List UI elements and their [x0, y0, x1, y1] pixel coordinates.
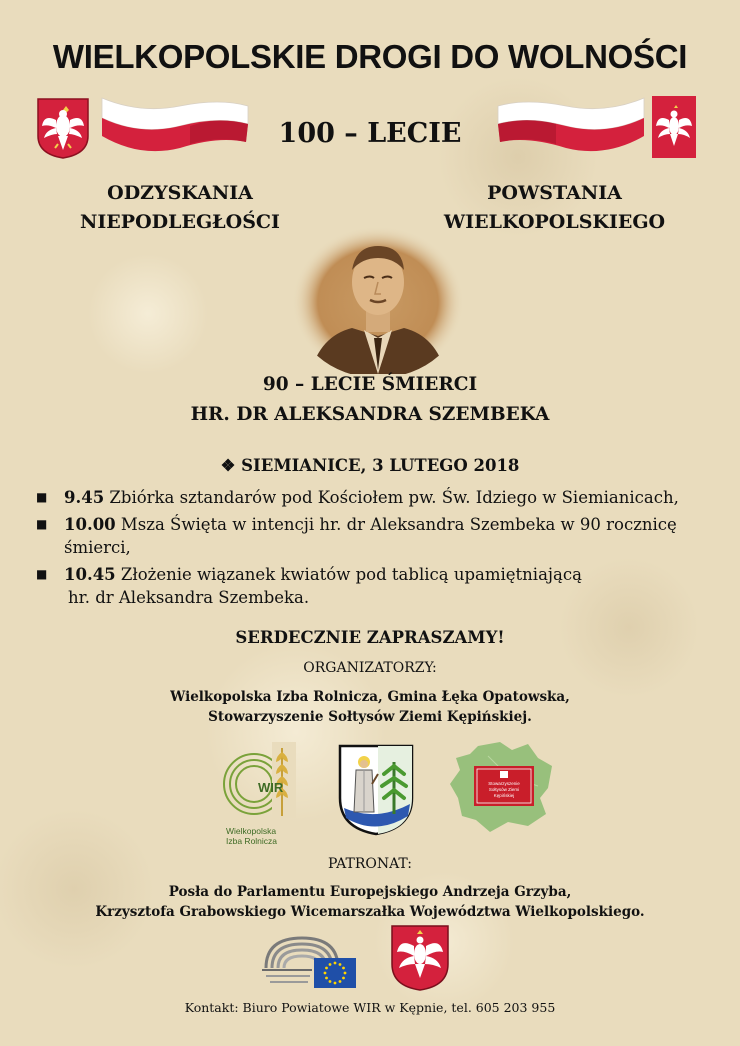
item-text: Msza Święta w intencji hr. dr Aleksandra Szembeka w 90 rocznicę śmierci,	[64, 515, 677, 557]
organizers-line-2: Stowarzyszenie Sołtysów Ziemi Kępińskiej.	[208, 709, 532, 725]
left-subtitle	[60, 179, 300, 237]
wielkopolska-eagle-icon	[652, 96, 696, 158]
organizers-label: ORGANIZATORZY:	[303, 660, 437, 676]
contact-info: Kontakt: Biuro Powiatowe WIR w Kępnie, tel. 605 203 955	[184, 1000, 556, 1015]
wir-caption-line-1: Wielkopolska	[226, 826, 277, 836]
square-bullet-icon: ■	[36, 490, 48, 504]
item-text: Złożenie wiązanek kwiatów pod tablicą upamiętniającą	[115, 565, 582, 584]
item-text-continued: hr. dr Aleksandra Szembeka.	[68, 588, 310, 607]
square-bullet-icon: ■	[36, 517, 48, 531]
wir-caption-line-2: Izba Rolnicza	[226, 836, 278, 846]
item-time: 10.45	[64, 565, 116, 584]
square-bullet-icon: ■	[36, 567, 48, 581]
right-subtitle	[432, 179, 677, 237]
poster-title: WIELKOPOLSKIE DROGI DO WOLNOŚCI	[52, 38, 688, 75]
soltys-association-map-logo	[448, 736, 558, 836]
item-time: 9.45	[64, 488, 105, 507]
map-sign-line-3: Kępińskiej	[493, 793, 515, 798]
anniversary-title: 100 – LECIE	[278, 118, 462, 149]
map-sign-line-2: Sołtysów Ziemi	[488, 787, 520, 792]
item-time: 10.00	[64, 515, 116, 534]
gmina-coat-of-arms	[338, 744, 414, 836]
patronage-label: PATRONAT:	[328, 856, 412, 872]
wielkopolska-coat-of-arms	[390, 924, 450, 992]
right-subtitle-line-2: WIELKOPOLSKIEGO	[443, 211, 666, 233]
portrait-photo	[290, 224, 466, 374]
invitation: SERDECZNIE ZAPRASZAMY!	[235, 628, 505, 647]
map-sign-line-1: Stowarzyszenie	[488, 781, 520, 786]
polish-flag-right-icon	[496, 96, 646, 158]
right-subtitle-line-1: POWSTANIA	[487, 182, 622, 204]
item-text: Zbiórka sztandarów pod Kościołem pw. Św. Idziego w Siemianicach,	[104, 488, 679, 507]
event-place-date: ❖ SIEMIANICE, 3 LUTEGO 2018	[220, 456, 520, 475]
wir-logo	[220, 738, 298, 822]
patronage-line-2: Krzysztofa Grabowskiego Wicemarszałka Województwa Wielkopolskiego.	[95, 904, 645, 920]
european-parliament-logo	[262, 932, 358, 990]
death-anniversary-line-1: 90 – LECIE ŚMIERCI	[262, 374, 478, 395]
wir-logo-text: WIR	[258, 780, 284, 795]
left-subtitle-line-2: NIEPODLEGŁOŚCI	[80, 211, 280, 233]
organizers-line-1: Wielkopolska Izba Rolnicza, Gmina Łęka Opatowska,	[170, 689, 570, 705]
death-anniversary-line-2: HR. DR ALEKSANDRA SZEMBEKA	[190, 404, 550, 425]
patronage-line-1: Posła do Parlamentu Europejskiego Andrzeja Grzyba,	[168, 884, 572, 900]
left-subtitle-line-1: ODZYSKANIA	[107, 182, 253, 204]
